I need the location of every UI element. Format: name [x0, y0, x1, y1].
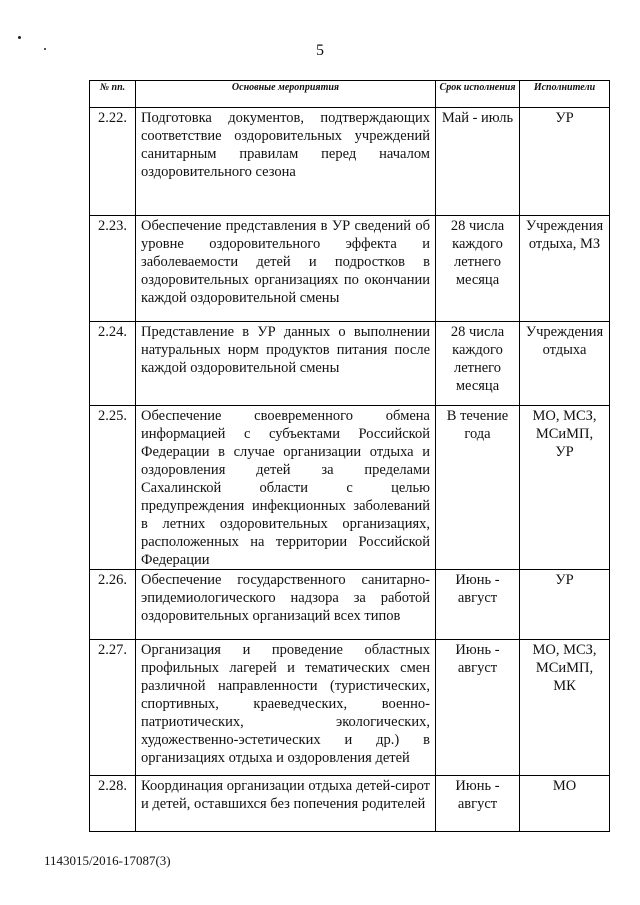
row-activity: Обеспечение государственного санитарно-эпидемиологического надзора за работой оздоровительных организаций всех типов: [136, 570, 436, 640]
row-num: 2.26.: [90, 570, 136, 640]
header-activities: Основные мероприятия: [136, 81, 436, 108]
table-row: [90, 322, 610, 406]
row-activity: Обеспечение своевременного обмена информацией с субъектами Российской Федерации в случае организации отдыха и оздоровления детей за пределами Сахалинской области с целью предупреждения инфекционных заболеваний в летних оздоровительных организациях, расположенных на территории Российской Федерации: [136, 406, 436, 570]
table-row: [90, 640, 610, 776]
table-row: [90, 570, 610, 640]
table-row: [90, 108, 610, 216]
row-activity: Обеспечение представления в УР сведений об уровне оздоровительного эффекта и заболеваемости детей и подростков в оздоровительных организациях по окончании каждой оздоровительной смены: [136, 216, 436, 322]
row-executors: МО, МСЗ, МСиМП, МК: [520, 640, 610, 776]
table-row: [90, 216, 610, 322]
row-executors: МО: [520, 776, 610, 832]
row-term: Июнь - август: [436, 776, 520, 832]
row-activity: Подготовка документов, подтверждающих соответствие оздоровительных учреждений санитарным правилам перед началом оздоровительного сезона: [136, 108, 436, 216]
row-executors: УР: [520, 108, 610, 216]
row-activity: Представление в УР данных о выполнении натуральных норм продуктов питания после каждой оздоровительной смены: [136, 322, 436, 406]
row-executors: Учреждения отдыха, МЗ: [520, 216, 610, 322]
header-executors: Исполнители: [520, 81, 610, 108]
document-footer-code: 1143015/2016-17087(3): [44, 853, 171, 868]
row-num: 2.25.: [90, 406, 136, 570]
header-num: № пп.: [90, 81, 136, 108]
row-term: Июнь - август: [436, 640, 520, 776]
row-num: 2.28.: [90, 776, 136, 832]
row-executors: МО, МСЗ, МСиМП, УР: [520, 406, 610, 570]
page-number: 5: [316, 42, 324, 59]
row-term: Июнь - август: [436, 570, 520, 640]
row-activity: Координация организации отдыха детей-сирот и детей, оставшихся без попечения родителей: [136, 776, 436, 832]
row-executors: УР: [520, 570, 610, 640]
scan-speck: [18, 36, 21, 39]
row-executors: Учреждения отдыха: [520, 322, 610, 406]
header-term: Срок исполнения: [436, 81, 520, 108]
row-num: 2.23.: [90, 216, 136, 322]
row-term: 28 числа каждого летнего месяца: [436, 322, 520, 406]
row-activity: Организация и проведение областных профильных лагерей и тематических смен различной направленности (туристических, спортивных, краеведческих, военно-патриотических, экологических, художественно-эстетических и др.) в организациях отдыха и оздоровления детей: [136, 640, 436, 776]
table-header-row: [90, 81, 610, 108]
table-row: [90, 776, 610, 832]
row-num: 2.27.: [90, 640, 136, 776]
row-num: 2.24.: [90, 322, 136, 406]
row-num: 2.22.: [90, 108, 136, 216]
row-term: Май - июль: [436, 108, 520, 216]
activities-table: [89, 80, 610, 832]
row-term: В течение года: [436, 406, 520, 570]
row-term: 28 числа каждого летнего месяца: [436, 216, 520, 322]
table-row: [90, 406, 610, 570]
